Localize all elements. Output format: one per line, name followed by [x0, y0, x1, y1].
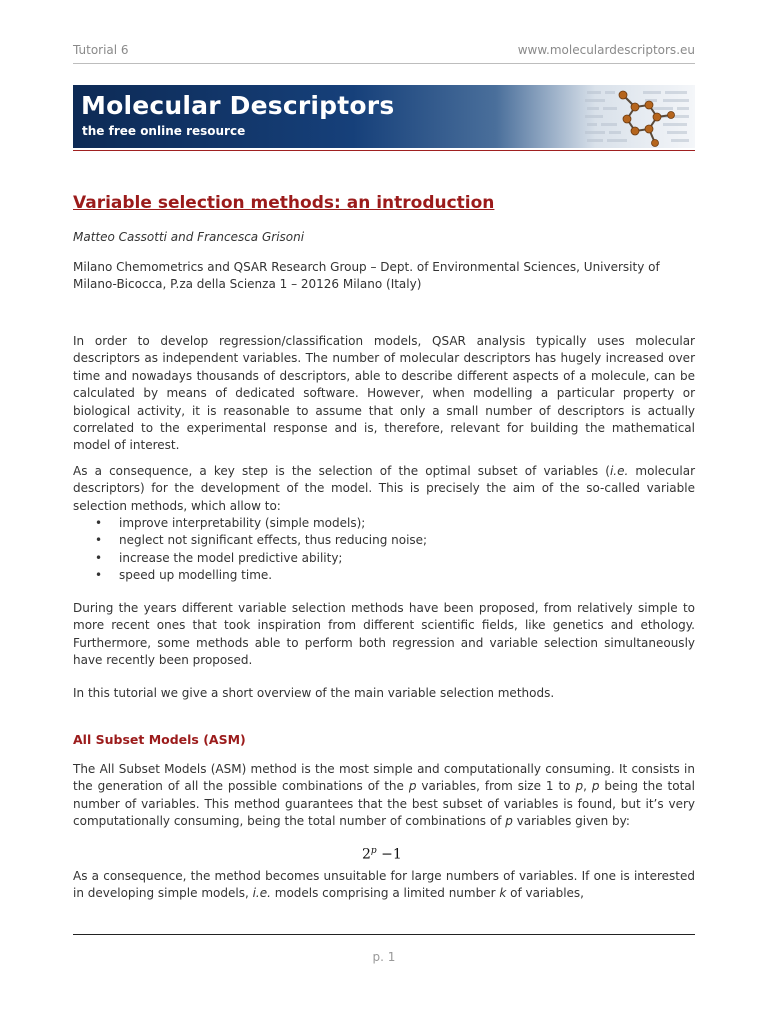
history-paragraph: During the years different variable selection methods have been proposed, from relatively simple to more recent ones that took inspiration from different scientific fields, like genetics and ethology. Furthermore, some methods able to perform both regression and variable selection simultaneously have recently been proposed.	[73, 601, 695, 668]
benefits-list	[95, 515, 427, 585]
list-item: • increase the model predictive ability;	[95, 550, 427, 567]
header-website-link[interactable]: www.moleculardescriptors.eu	[517, 43, 695, 57]
article-affiliation: Milano Chemometrics and QSAR Research Group – Dept. of Environmental Sciences, University of Milano-Bicocca, P.za della Scienza 1 – 20126 Milano (Italy)	[73, 260, 660, 292]
header-tutorial-label: Tutorial 6	[73, 43, 129, 57]
banner-divider	[73, 150, 695, 151]
list-item: • speed up modelling time.	[95, 567, 427, 584]
section-heading-asm: All Subset Models (ASM)	[73, 732, 246, 747]
banner-subtitle: the free online resource	[82, 124, 246, 138]
list-item: • improve interpretability (simple models);	[95, 515, 427, 532]
page-number: p. 1	[372, 950, 396, 964]
overview-paragraph: In this tutorial we give a short overview of the main variable selection methods.	[73, 686, 555, 700]
footer-divider	[73, 934, 695, 935]
article-authors: Matteo Cassotti and Francesca Grisoni	[73, 230, 305, 244]
header-divider	[73, 63, 695, 64]
intro-paragraph: In order to develop regression/classification models, QSAR analysis typically uses molecular descriptors as independent variables. The number of molecular descriptors has hugely increased over time and nowadays thousands of descriptors, able to describe different aspects of a molecule, can be calculated by means of dedicated software. However, when modelling a particular property or biological activity, it is reasonable to assume that only a small number of descriptors is actually correlated to the experimental response and is, therefore, relevant for building the mathematical model of interest.	[73, 334, 695, 453]
site-banner	[73, 85, 695, 148]
asm-paragraph: The All Subset Models (ASM) method is the most simple and computationally consuming. It consists in the generation of all the possible combinations of the p variables, from size 1 to p, p being the total number of variables. This method guarantees that the best subset of variables is found, but it’s very computationally consuming, being the total number of combinations of p variables given by:	[73, 762, 695, 829]
article-title: Variable selection methods: an introduction	[73, 193, 495, 213]
list-item: • neglect not significant effects, thus reducing noise;	[95, 532, 427, 549]
banner-title: Molecular Descriptors	[81, 91, 395, 120]
asm-consequence-paragraph: As a consequence, the method becomes unsuitable for large numbers of variables. If one is interested in developing simple models, i.e. models comprising a limited number k of variables,	[73, 869, 695, 901]
combinations-formula: $2^p -1$	[362, 846, 402, 863]
consequence-paragraph: As a consequence, a key step is the selection of the optimal subset of variables (i.e. molecular descriptors) for the development of the model. This is precisely the aim of the so-called variable selection methods, which allow to:	[73, 464, 696, 513]
molecule-logo-icon	[583, 85, 695, 148]
